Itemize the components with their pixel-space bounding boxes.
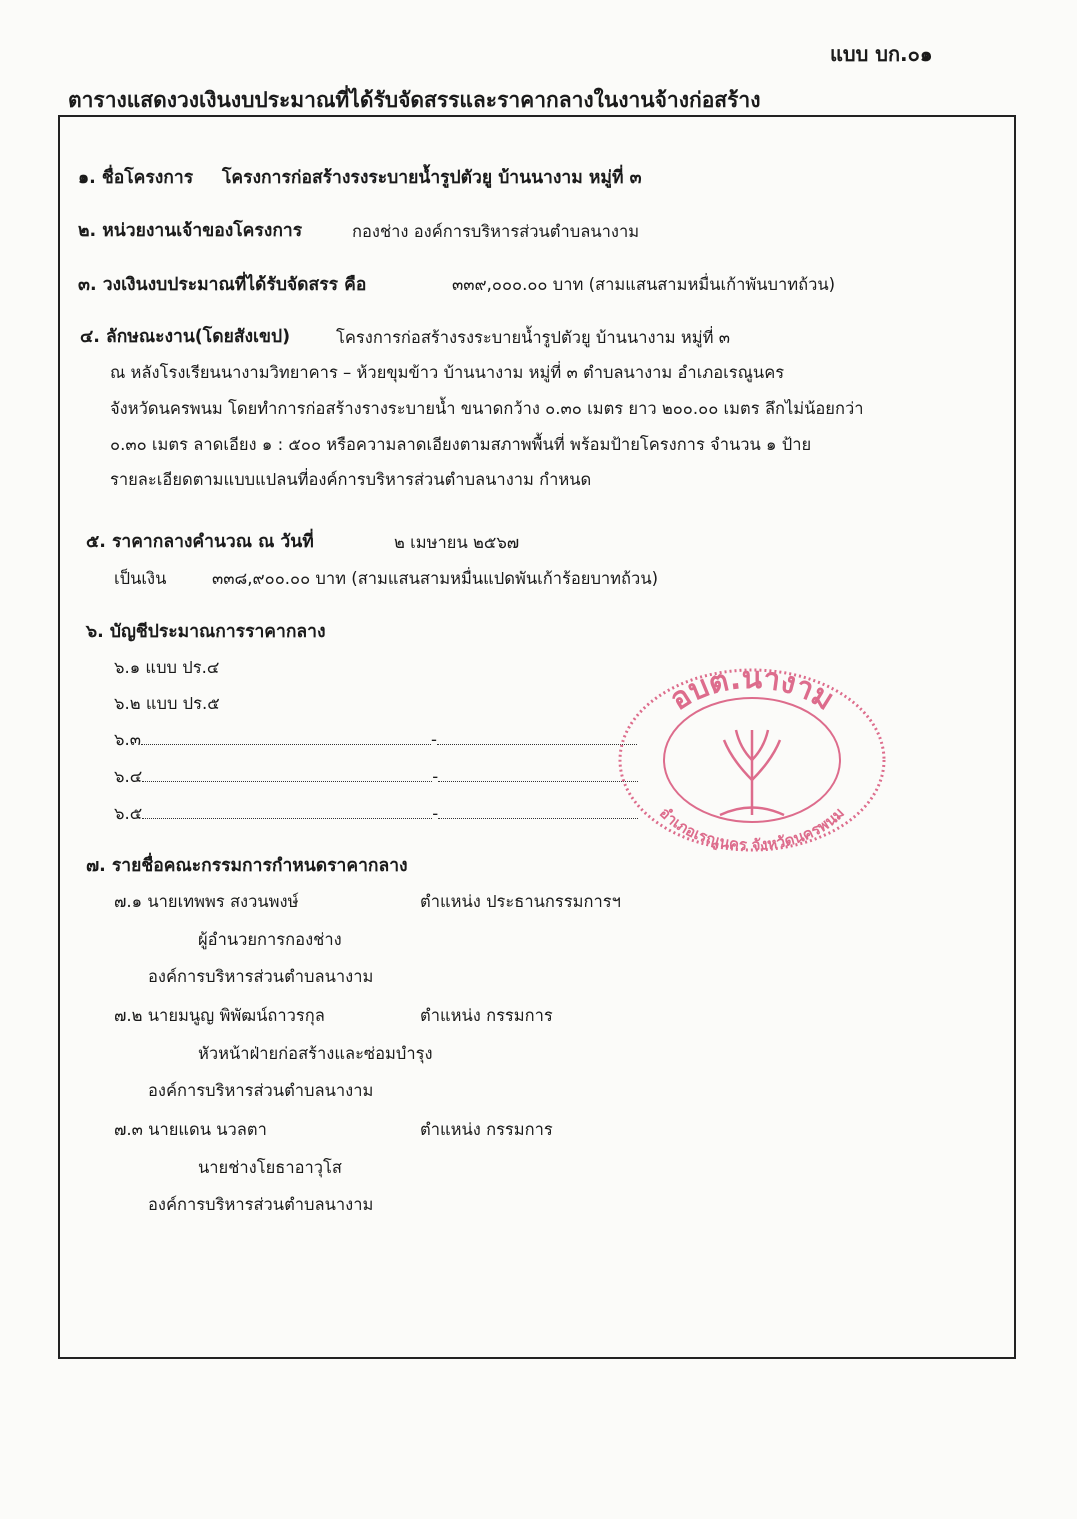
stamp-bottom-text: อำเภอเรณูนคร จังหวัดนครพนม [655,803,848,855]
sec6-item5 [114,801,638,827]
dotted-line [142,769,432,782]
member3-name: ๗.๓ นายแดน นวลตา [114,1120,267,1139]
sec6-item3-label: ๖.๓ [114,730,141,749]
dotted-line [437,732,637,745]
member2-position: ตำแหน่ง กรรมการ [420,1006,553,1025]
member3-position: ตำแหน่ง กรรมการ [420,1120,553,1139]
member2-title: หัวหน้าฝ่ายก่อสร้างและซ่อมบำรุง [198,1044,433,1063]
member1-title: ผู้อำนวยการกองช่าง [198,930,342,949]
sec6-label: ๖. บัญชีประมาณการราคากลาง [86,622,326,642]
sec6-item4-dash: - [432,767,439,786]
sec1-label: ๑. ชื่อโครงการ [78,168,194,188]
sec7-label: ๗. รายชื่อคณะกรรมการกำหนดราคากลาง [86,856,408,876]
sec2-value: กองช่าง องค์การบริหารส่วนตำบลนางาม [352,222,640,241]
sec5-date: ๒ เมษายน ๒๕๖๗ [394,533,520,552]
sec1-value: โครงการก่อสร้างรงระบายน้ำรูปตัวยู บ้านนางาม หมู่ที่ ๓ [222,168,642,188]
stamp-top-text: อบต.นางาม [663,661,841,718]
sec2-label: ๒. หน่วยงานเจ้าของโครงการ [78,221,303,241]
sec4-line5: รายละเอียดตามแบบแปลนที่องค์การบริหารส่วนตำบลนางาม กำหนด [110,470,592,489]
rice-plant-icon [720,730,784,815]
sec4-label: ๔. ลักษณะงาน(โดยสังเขป) [80,327,291,347]
sec6-item3 [114,727,637,753]
sec4-line2: ณ หลังโรงเรียนนางามวิทยาคาร – ห้วยขุมข้าว บ้านนางาม หมู่ที่ ๓ ตำบลนางาม อำเภอเรณูนคร [110,363,785,382]
sec6-item4-label: ๖.๔ [114,767,143,786]
member1-position: ตำแหน่ง ประธานกรรมการฯ [420,892,621,911]
sec5-label: ๕. ราคากลางคำนวณ ณ วันที่ [86,532,314,552]
sec3-label: ๓. วงเงินงบประมาณที่ได้รับจัดสรร คือ [78,275,367,295]
document-title: ตารางแสดงวงเงินงบประมาณที่ได้รับจัดสรรและราคากลางในงานจ้างก่อสร้าง [68,88,761,112]
sec4-line4: ๐.๓๐ เมตร ลาดเอียง ๑ : ๕๐๐ หรือความลาดเอียงตามสภาพพื้นที่ พร้อมป้ายโครงการ จำนวน ๑ ป้าย [110,435,812,454]
sec6-item4 [114,764,638,790]
sec6-item2: ๖.๒ แบบ ปร.๕ [114,694,220,713]
form-code: แบบ บก.๐๑ [830,42,933,66]
sec6-item1: ๖.๑ แบบ ปร.๔ [114,658,220,677]
member3-title: นายช่างโยธาอาวุโส [198,1158,342,1177]
sec5-amount-label: เป็นเงิน [114,569,167,588]
sec6-item5-dash: - [432,804,439,823]
sec4-line1: โครงการก่อสร้างรงระบายน้ำรูปตัวยู บ้านนางาม หมู่ที่ ๓ [336,328,731,347]
member2-org: องค์การบริหารส่วนตำบลนางาม [148,1081,374,1100]
sec4-line3: จังหวัดนครพนม โดยทำการก่อสร้างรางระบายน้ำ ขนาดกว้าง ๐.๓๐ เมตร ยาว ๒๐๐.๐๐ เมตร ลึกไม่น้อยกว่า [110,399,864,418]
member1-name: ๗.๑ นายเทพพร สงวนพงษ์ [114,892,299,911]
dotted-line [141,732,431,745]
dotted-line [438,769,638,782]
member2-name: ๗.๒ นายมนูญ พิพัฒน์ถาวรกุล [114,1006,325,1025]
member3-org: องค์การบริหารส่วนตำบลนางาม [148,1195,374,1214]
dotted-line [142,806,432,819]
sec6-item3-dash: - [431,730,437,749]
official-stamp [612,660,892,860]
sec3-value: ๓๓๙,๐๐๐.๐๐ บาท (สามแสนสามหมื่นเก้าพันบาทถ้วน) [452,275,836,294]
sec6-item5-label: ๖.๕ [114,804,143,823]
dotted-line [438,806,638,819]
member1-org: องค์การบริหารส่วนตำบลนางาม [148,967,374,986]
sec5-amount: ๓๓๘,๙๐๐.๐๐ บาท (สามแสนสามหมื่นแปดพันเก้าร้อยบาทถ้วน) [212,569,659,588]
